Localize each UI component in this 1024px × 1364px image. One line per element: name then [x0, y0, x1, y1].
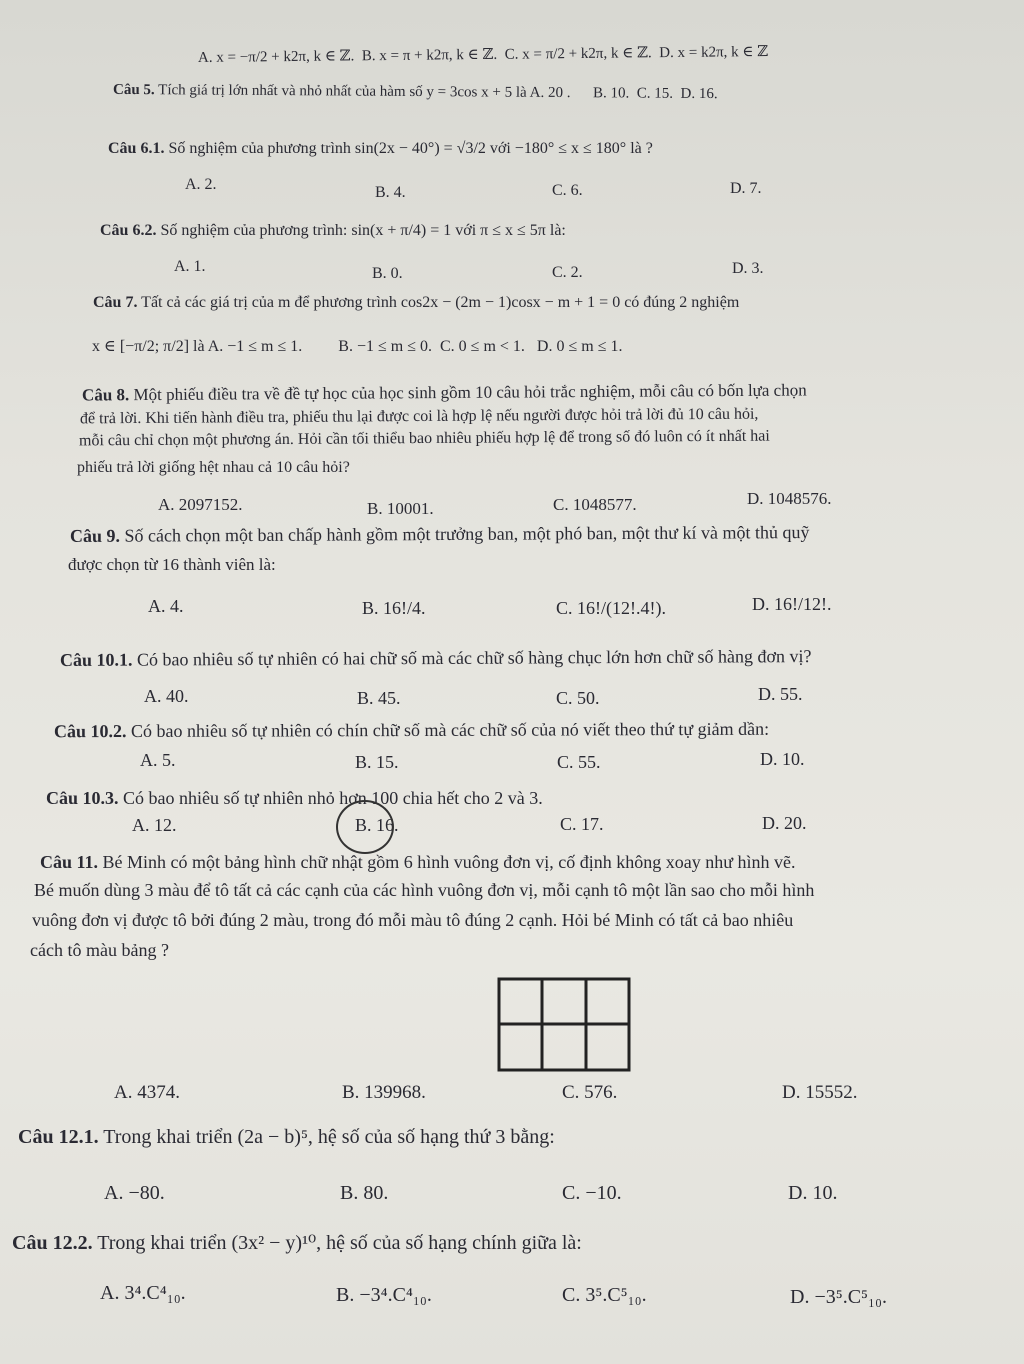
- q8-option-b[interactable]: B. 10001.: [367, 499, 434, 518]
- q11-option-b[interactable]: B. 139968.: [342, 1082, 426, 1103]
- q11-text-3: vuông đơn vị được tô bởi đúng 2 màu, trong đó mỗi màu tô đúng 2 cạnh. Hỏi bé Minh có tất cả bao nhiêu: [32, 910, 794, 930]
- q10-2-text: Có bao nhiêu số tự nhiên có chín chữ số mà các chữ số của nó viết theo thứ tự giảm dần:: [130, 718, 770, 741]
- q6-1-text: Số nghiệm của phương trình sin(2x − 40°) = √3/2 với −180° ≤ x ≤ 180° là ?: [168, 140, 653, 157]
- q4-options-row: A. x = −π/2 + k2π, k ∈ ℤ. B. x = π + k2π, k ∈ ℤ. C. x = π/2 + k2π, k ∈ ℤ. D. x = k2π, k ∈ ℤ: [197, 44, 769, 66]
- handwritten-answer-circle: [336, 800, 394, 854]
- q9-option-a[interactable]: A. 4.: [148, 596, 184, 616]
- q8-line-1: [82, 380, 807, 405]
- q12-1-row: [18, 1126, 555, 1149]
- q10-1-text: Có bao nhiêu số tự nhiên có hai chữ số mà các chữ số hàng chục lớn hơn chữ số hàng đơn vị?: [136, 646, 812, 670]
- q6-2-label: Câu 6.2.: [100, 222, 157, 239]
- q5-row: Câu 5. Tích giá trị lớn nhất và nhỏ nhất của hàm số y = 3cos x + 5 là A. 20 . B. 10. C. 15. D. 16.: [112, 81, 718, 103]
- q4-option-b[interactable]: B. x = π + k2π, k ∈ ℤ: [361, 46, 494, 65]
- q12-1-option-b[interactable]: B. 80.: [340, 1182, 389, 1204]
- q8-label: Câu 8.: [81, 385, 130, 405]
- q10-3-option-c[interactable]: C. 17.: [560, 814, 604, 834]
- q12-2-option-c[interactable]: C. 3⁵.C⁵₁₀.: [562, 1284, 647, 1306]
- q10-2-label: Câu 10.2.: [53, 720, 127, 742]
- q12-1-option-c[interactable]: C. −10.: [562, 1182, 622, 1204]
- q5-option-c[interactable]: C. 15: [636, 85, 670, 102]
- q8-text-1: Một phiếu điều tra về đề tự học của học sinh gồm 10 câu hỏi trắc nghiệm, mỗi câu có bốn lựa chọn: [133, 380, 807, 405]
- q7-row-2: [92, 338, 622, 356]
- q9-option-c[interactable]: C. 16!/(12!.4!).: [556, 598, 666, 618]
- q6-2-row: [100, 222, 566, 240]
- q11-label: Câu 11.: [40, 852, 99, 872]
- q12-2-label: Câu 12.2.: [12, 1232, 93, 1254]
- q12-2-option-b[interactable]: B. −3⁴.C⁴₁₀.: [336, 1284, 432, 1306]
- q6-1-option-b[interactable]: B. 4.: [375, 184, 406, 201]
- q4-option-d[interactable]: D. x = k2π, k ∈ ℤ: [659, 44, 769, 62]
- q10-1-row: [60, 646, 812, 671]
- q12-1-text: Trong khai triển (2a − b)⁵, hệ số của số hạng thứ 3 bằng:: [103, 1126, 555, 1148]
- q10-3-option-b[interactable]: B. 16.: [355, 815, 399, 835]
- q10-2-option-c[interactable]: C. 55.: [557, 752, 601, 772]
- q6-2-text: Số nghiệm của phương trình: sin(x + π/4) = 1 với π ≤ x ≤ 5π là:: [160, 222, 566, 239]
- q10-1-option-b[interactable]: B. 45.: [357, 688, 401, 708]
- q6-1-row: [108, 140, 653, 158]
- rectangle-grid-figure: [497, 977, 631, 1072]
- q9-option-b[interactable]: B. 16!/4.: [362, 598, 426, 618]
- q6-1-label: Câu 6.1.: [108, 140, 165, 157]
- q11-text-1: Bé Minh có một bảng hình chữ nhật gồm 6 hình vuông đơn vị, cố định không xoay như hình vẽ.: [102, 852, 796, 872]
- q9-line-1: [70, 522, 810, 547]
- q10-3-label: Câu 10.3.: [46, 788, 119, 808]
- q9-text-2: được chọn từ 16 thành viên là:: [68, 555, 276, 574]
- q8-option-a[interactable]: A. 2097152.: [158, 495, 243, 514]
- q12-2-option-a[interactable]: A. 3⁴.C⁴₁₀.: [100, 1282, 186, 1304]
- q6-1-option-a[interactable]: A. 2.: [185, 176, 217, 193]
- q4-option-a[interactable]: A. x = −π/2 + k2π, k ∈ ℤ: [197, 48, 351, 66]
- q10-1-option-a[interactable]: A. 40.: [144, 686, 189, 706]
- q11-text-2: Bé muốn dùng 3 màu để tô tất cả các cạnh của các hình vuông đơn vị, mỗi cạnh tô một lần sao cho mỗi hình: [34, 880, 815, 900]
- q10-3-option-d[interactable]: D. 20.: [762, 813, 807, 833]
- q5-label: Câu 5.: [112, 81, 155, 99]
- q10-1-label: Câu 10.1.: [59, 649, 133, 670]
- q5-option-d[interactable]: D. 16: [680, 85, 714, 103]
- q8-text-4: phiếu trả lời giống hệt nhau cả 10 câu hỏi?: [77, 459, 350, 476]
- q10-2-option-b[interactable]: B. 15.: [355, 752, 399, 772]
- q6-2-option-d[interactable]: D. 3.: [732, 260, 764, 277]
- q7-option-c[interactable]: C. 0 ≤ m < 1.: [439, 338, 525, 355]
- q10-2-row: [54, 719, 769, 742]
- q6-2-option-b[interactable]: B. 0.: [372, 265, 403, 282]
- q9-text-1: Số cách chọn một ban chấp hành gồm một trưởng ban, một phó ban, một thư kí và một thủ quỹ: [124, 522, 810, 546]
- q12-1-option-d[interactable]: D. 10.: [788, 1182, 838, 1204]
- q5-text: Tích giá trị lớn nhất và nhỏ nhất của hàm số y = 3cos x + 5 là: [158, 82, 527, 101]
- q4-option-c[interactable]: C. x = π/2 + k2π, k ∈ ℤ: [504, 45, 649, 63]
- q10-1-option-c[interactable]: C. 50.: [556, 688, 600, 708]
- q11-text-4: cách tô màu bảng ?: [30, 940, 169, 960]
- q6-2-option-a[interactable]: A. 1.: [174, 258, 206, 275]
- q7-option-b[interactable]: B. −1 ≤ m ≤ 0.: [338, 338, 432, 355]
- q7-text-line2: x ∈ [−π/2; π/2] là: [92, 338, 205, 355]
- q11-option-d[interactable]: D. 15552.: [782, 1082, 858, 1103]
- q10-3-text: Có bao nhiêu số tự nhiên nhỏ hơn 100 chia hết cho 2 và 3.: [123, 788, 543, 808]
- q12-1-label: Câu 12.1.: [18, 1126, 99, 1148]
- q9-option-d[interactable]: D. 16!/12!.: [752, 594, 832, 614]
- q10-2-option-d[interactable]: D. 10.: [760, 749, 805, 769]
- q11-option-c[interactable]: C. 576.: [562, 1082, 618, 1103]
- q8-option-c[interactable]: C. 1048577.: [553, 495, 637, 514]
- q6-1-option-d[interactable]: D. 7.: [730, 180, 762, 197]
- q6-1-option-c[interactable]: C. 6.: [552, 182, 583, 199]
- q7-option-d[interactable]: D. 0 ≤ m ≤ 1.: [536, 338, 623, 355]
- q5-option-b[interactable]: B. 10: [592, 85, 626, 102]
- q12-2-option-d[interactable]: D. −3⁵.C⁵₁₀.: [790, 1286, 887, 1308]
- q7-row: [93, 294, 739, 312]
- q9-label: Câu 9.: [69, 525, 121, 546]
- q8-text-2: để trả lời. Khi tiến hành điều tra, phiếu thu lại được coi là hợp lệ nếu người được hỏi trả lời đủ 10 câu hỏi,: [79, 405, 759, 428]
- q11-option-a[interactable]: A. 4374.: [114, 1082, 180, 1103]
- q12-1-option-a[interactable]: A. −80.: [104, 1182, 165, 1204]
- q10-3-row: [46, 788, 543, 809]
- q10-2-option-a[interactable]: A. 5.: [140, 750, 176, 770]
- q10-1-option-d[interactable]: D. 55.: [758, 684, 803, 704]
- q7-text-line1: Tất cả các giá trị của m để phương trình cos2x − (2m − 1)cosx − m + 1 = 0 có đúng 2 nghiệm: [141, 294, 740, 311]
- q12-2-row: [12, 1232, 582, 1255]
- q10-3-option-a[interactable]: A. 12.: [132, 815, 177, 835]
- q5-option-a[interactable]: A. 20: [529, 84, 564, 102]
- q12-2-text: Trong khai triển (3x² − y)¹⁰, hệ số của số hạng chính giữa là:: [97, 1232, 582, 1254]
- q8-text-3: mỗi câu chỉ chọn một phương án. Hỏi cần tối thiểu bao nhiêu phiếu hợp lệ để trong số đó luôn có ít nhất hai: [78, 427, 770, 450]
- q11-line-1: [40, 852, 796, 873]
- q8-option-d[interactable]: D. 1048576.: [747, 489, 832, 508]
- q7-option-a[interactable]: A. −1 ≤ m ≤ 1.: [207, 338, 303, 355]
- q7-label: Câu 7.: [93, 294, 138, 311]
- q6-2-option-c[interactable]: C. 2.: [552, 264, 583, 281]
